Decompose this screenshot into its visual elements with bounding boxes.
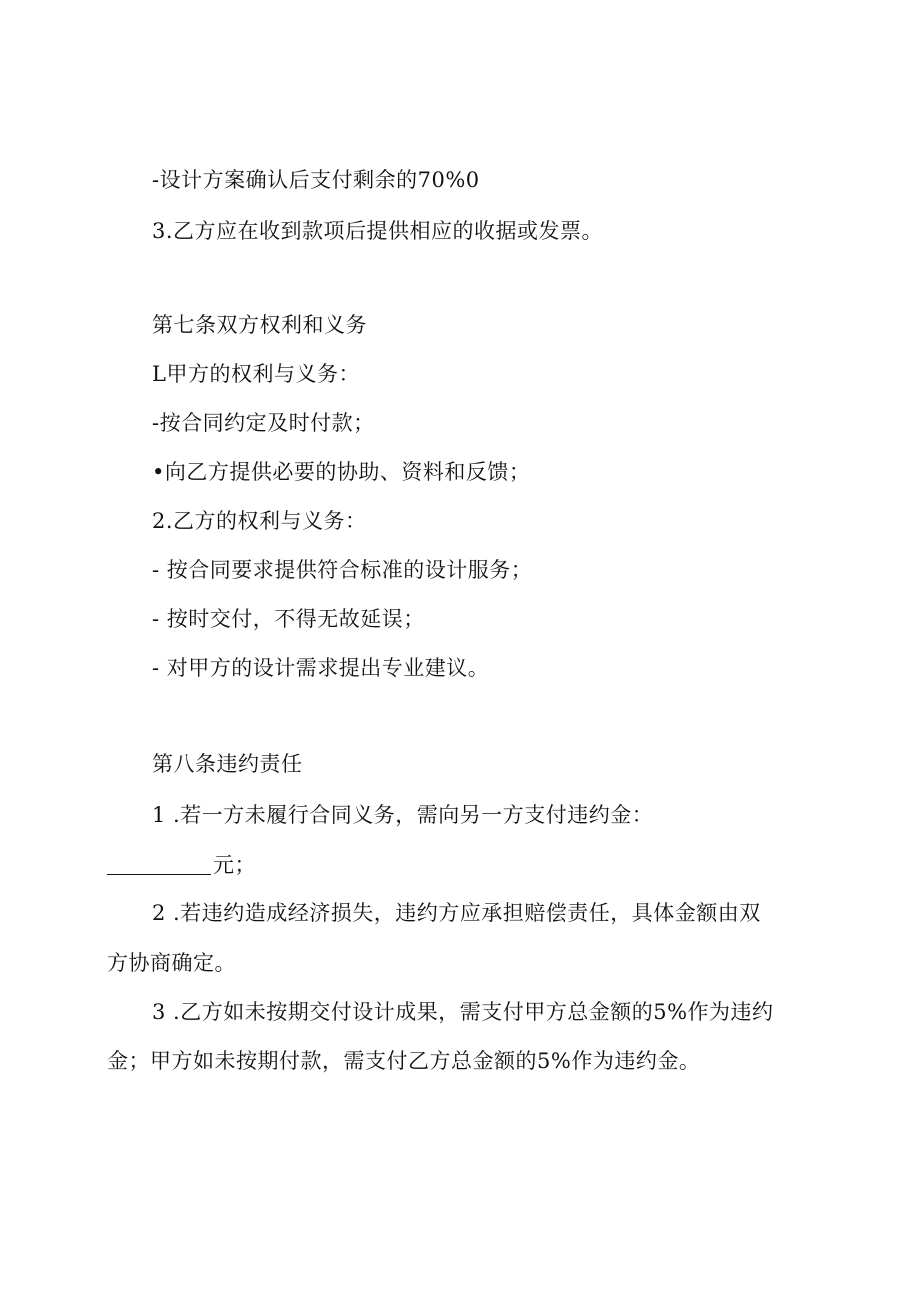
- article-8-heading: 第八条违约责任: [152, 752, 303, 776]
- party-b-duty-advice: - 对甲方的设计需求提出专业建议。: [152, 656, 490, 680]
- article-7-heading: 第七条双方权利和义务: [152, 313, 367, 337]
- payment-remaining-line: -设计方案确认后支付剩余的70%0: [152, 168, 480, 192]
- receipt-clause: 3.乙方应在收到款项后提供相应的收据或发票。: [152, 219, 604, 243]
- amount-unit: 元；: [213, 853, 256, 877]
- breach-clause-1: 1 .若一方未履行合同义务，需向另一方支付违约金：: [152, 803, 654, 827]
- amount-blank-underline: [107, 852, 211, 875]
- party-b-rights-heading: 2.乙方的权利与义务：: [152, 509, 367, 533]
- party-a-rights-heading: L甲方的权利与义务：: [152, 362, 360, 386]
- breach-clause-3-part1: 3 .乙方如未按期交付设计成果，需支付甲方总金额的5%作为违约: [152, 1000, 774, 1024]
- party-b-duty-standard: - 按合同要求提供符合标准的设计服务；: [152, 558, 533, 582]
- party-a-duty-assistance: •向乙方提供必要的协助、资料和反馈；: [152, 460, 531, 484]
- party-a-duty-payment: -按合同约定及时付款；: [152, 411, 375, 435]
- breach-clause-2-part2: 方协商确定。: [107, 951, 236, 975]
- party-b-duty-ontime: - 按时交付，不得无故延误；: [152, 607, 425, 631]
- breach-clause-2-part1: 2 .若违约造成经济损失，违约方应承担赔偿责任，具体金额由双: [152, 901, 761, 925]
- breach-clause-3-part2: 金；甲方如未按期付款，需支付乙方总金额的5%作为违约金。: [107, 1049, 701, 1073]
- breach-amount-line: [107, 851, 256, 879]
